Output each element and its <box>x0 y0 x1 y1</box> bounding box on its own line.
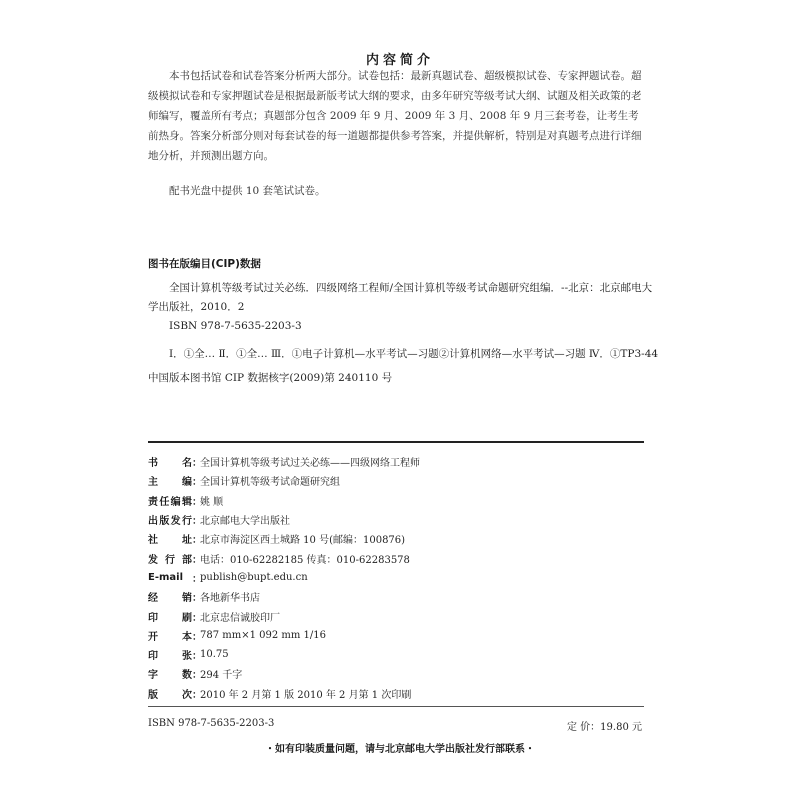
info-value: publish@bupt.edu.cn <box>200 571 308 583</box>
info-value: 全国计算机等级考试命题研究组 <box>200 477 340 489</box>
cip-verification: 中国版本图书馆 CIP 数据核字(2009)第 240110 号 <box>148 372 393 384</box>
summary-title: 内容简介 <box>365 53 434 68</box>
info-label: 开本 <box>148 631 192 643</box>
info-value: 2010 年 2 月第 1 版 2010 年 2 月第 1 次印刷 <box>200 689 412 701</box>
info-value: 294 千字 <box>200 670 243 682</box>
info-row-address: 社址 ： 北京市海淀区西土城路 10 号(邮编：100876) <box>148 529 668 548</box>
info-label: 发行部 <box>148 554 192 566</box>
info-value: 787 mm×1 092 mm 1/16 <box>200 629 327 641</box>
info-row-edition: 版次 ： 2010 年 2 月第 1 版 2010 年 2 月第 1 次印刷 <box>148 684 668 703</box>
info-row-responsible-editor: 责任编辑 ： 姚 顺 <box>148 491 668 510</box>
info-label: 社址 <box>148 535 192 547</box>
publication-info <box>148 452 668 703</box>
info-label: 主编 <box>148 477 192 489</box>
info-label: 版次 <box>148 689 192 701</box>
summary-extra: 配书光盘中提供 10 套笔试试卷。 <box>169 185 326 197</box>
info-row-distribution: 发行部 ： 电话：010-62282185 传真：010-62283578 <box>148 548 668 567</box>
info-row-sheets: 印张 ： 10.75 <box>148 649 229 663</box>
footer-isbn: ISBN 978-7-5635-2203-3 <box>148 718 275 729</box>
footer-price: 定 价：19.80 元 <box>567 722 642 733</box>
info-value: 各地新华书店 <box>200 593 260 605</box>
info-value: 北京市海淀区西土城路 10 号(邮编：100876) <box>200 535 406 547</box>
info-label: 出版发行 <box>148 516 192 528</box>
info-row-format: 开本 ： 787 mm×1 092 mm 1/16 <box>148 629 327 643</box>
info-value: 全国计算机等级考试过关必练——四级网络工程师 <box>200 458 420 470</box>
info-row-printer: 印刷 ： 北京忠信诚胶印厂 <box>148 606 668 625</box>
footer-notice: ・如有印装质量问题，请与北京邮电大学出版社发行部联系・ <box>265 744 535 755</box>
info-value: 北京忠信诚胶印厂 <box>200 612 280 624</box>
cip-description: 全国计算机等级考试过关必练．四级网络工程师/全国计算机等级考试命题研究组编．--北京：北京邮电大学出版社，2010．2 <box>148 282 653 313</box>
info-row-editor: 主编 ： 全国计算机等级考试命题研究组 <box>148 471 668 490</box>
info-value: 北京邮电大学出版社 <box>200 516 290 528</box>
info-value: 10.75 <box>200 649 229 661</box>
info-label: 印张 <box>148 651 192 663</box>
info-value: 电话：010-62282185 传真：010-62283578 <box>200 554 410 566</box>
info-row-word-count: 字数 ： 294 千字 <box>148 664 668 683</box>
cip-heading: 图书在版编目(CIP)数据 <box>148 258 261 270</box>
cip-isbn: ISBN 978-7-5635-2203-3 <box>169 320 302 332</box>
info-row-seller: 经销 ： 各地新华书店 <box>148 587 668 606</box>
divider-top <box>148 441 644 443</box>
summary-body: 本书包括试卷和试卷答案分析两大部分。试卷包括：最新真题试卷、超级模拟试卷、专家押题试卷。超级模拟试卷和专家押题试卷是根据最新版考试大纲的要求，由多年研究等级考试大纲、试题及相关政策的老师编写，覆盖所有考点；真题部分包含 2009 年 9 月、2009 年 3 月、2008 年 9 月三套考卷，让考生考前热身。答案分析部分则对每套试卷的每一道题都提供参考答案，并提供解析，特别是对真题考点进行详细地分析，并预测出题方向。 <box>148 70 642 162</box>
info-row-title: 书名 ： 全国计算机等级考试过关必练——四级网络工程师 <box>148 452 668 471</box>
info-label: 责任编辑 <box>148 496 192 508</box>
info-row-email: E-mail ： publish@bupt.edu.cn <box>148 571 308 585</box>
divider-bottom <box>148 706 644 707</box>
info-label: 经销 <box>148 593 192 605</box>
cip-classification: Ⅰ．①全… Ⅱ．①全… Ⅲ．①电子计算机—水平考试—习题②计算机网络—水平考试—习题 Ⅳ．①TP3-44 <box>169 348 659 360</box>
info-label: E-mail <box>148 571 184 583</box>
info-value: 姚 顺 <box>200 496 224 508</box>
info-label: 书名 <box>148 458 192 470</box>
info-label: 字数 <box>148 670 192 682</box>
info-label: 印刷 <box>148 612 192 624</box>
info-row-publisher: 出版发行 ： 北京邮电大学出版社 <box>148 510 668 529</box>
